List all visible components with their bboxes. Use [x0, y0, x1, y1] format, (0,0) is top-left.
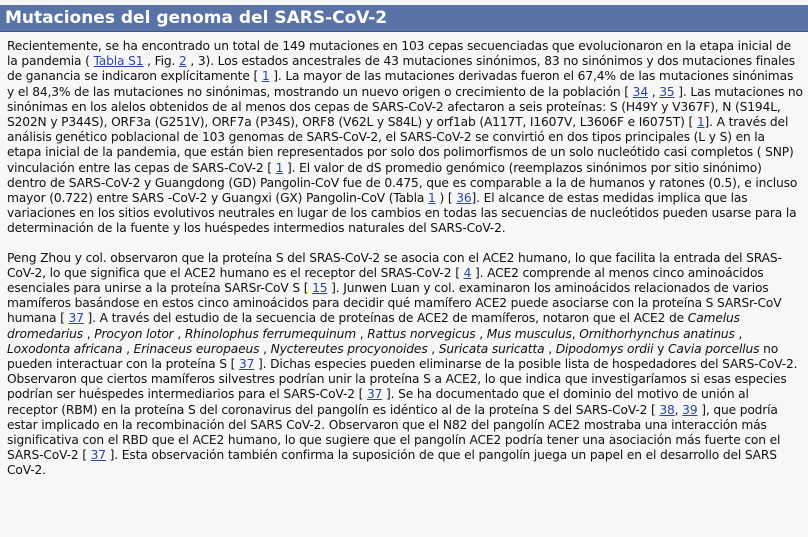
citation-link[interactable]: 37 — [68, 311, 84, 326]
text: Peng Zhou y col. observaron que la proteína S del SRAS-CoV-2 se asocia con el ACE2 humano, lo que facilita la entrada del SRAS-CoV-2, lo que significa que el ACE2 humano es el receptor del SRAS-CoV-2 [ — [7, 250, 782, 280]
text: , 3). Los estados ancestrales de 43 mutaciones sinónimos, 83 no sinónimos y dos mutaciones finales de ganancia se indicaron explícitamente [ — [7, 54, 795, 84]
citation-link[interactable]: 4 — [463, 265, 472, 280]
citation-link[interactable]: 37 — [90, 448, 106, 463]
citation-link[interactable]: 34 — [632, 84, 648, 99]
species-name: Procyon lotor — [94, 326, 174, 341]
citation-link[interactable]: 35 — [659, 84, 675, 99]
article-body — [7, 39, 803, 493]
citation-link[interactable]: 1 — [261, 69, 270, 84]
link-table-1[interactable]: 1 — [428, 191, 436, 206]
text: , — [427, 341, 439, 356]
text: ]. A través del estudio de la secuencia de proteínas de ACE2 de mamíferos, notaron que el ACE2 de — [83, 311, 688, 326]
text: ]. El alcance de estas medidas implica que las variaciones en los sitios evolutivos neutrales en lugar de los cambios en todas las secuencias de nucleótidos pueden usarse para la determinación de la fuente y los huéspedes intermedios naturales del SARS-CoV-2. — [7, 191, 797, 236]
section-header — [0, 5, 808, 32]
text: ]. Junwen Luan y col. examinaron los aminoácidos relacionados de varios mamíferos basándose en estos cinco aminoácidos para decidir qué mamífero ACE2 puede asociarse con la proteína S SARSr-CoV humana [ — [7, 281, 782, 326]
text: , — [356, 326, 368, 341]
species-name: Ornithorhynchus anatinus — [579, 326, 735, 341]
text: , — [173, 326, 185, 341]
text: no pueden interactuar con la proteína S [ — [7, 341, 779, 372]
species-name: Camelus dromedarius — [7, 311, 740, 341]
text: ]. Dichas especies pueden eliminarse de la posible lista de hospedadores del SARS-CoV-2. Observaron que ciertos mamíferos silvestres podrían unir la proteína S a ACE2, lo que indica que investigaríamos si esas especies podrían ser huéspedes intermediarios para el SARS-CoV-2 [ — [7, 357, 798, 402]
link-fig-2[interactable]: 2 — [179, 54, 187, 69]
citation-link[interactable]: 1 — [696, 115, 705, 130]
text: ]. A través del análisis genético poblacional de 103 genomas de SARS-CoV-2, el SARS-CoV-2 se convirtió en dos tipos principales (L y S) en la etapa inicial de la pandemia, que están bien representados por solo dos polimorfismos de un solo nucleótido casi completos ( SNP) vinculación entre las cepas de SARS-CoV-2 [ — [7, 115, 794, 175]
text: , — [544, 341, 556, 356]
paragraph-2 — [7, 251, 803, 479]
species-name: Rhinolophus ferrumequinum — [184, 326, 357, 341]
text: , — [674, 402, 683, 417]
text: ]. Se ha documentado que el dominio del motivo de unión al receptor (RBM) en la proteína S del coronavirus del pangolín es idéntico al de la proteína S del SARS-CoV-2 [ — [7, 387, 749, 417]
text: , Fig. — [143, 54, 180, 69]
text: ]. Las mutaciones no sinónimas en los alelos obtenidos de al menos dos cepas de SARS-CoV-2 afectaron a seis proteínas: S (H49Y y V367F), N (S194L, S202N y P344S), ORF3a (G251V), ORF7a (P34S), ORF8 (V62L y S84L) y orf1ab (A117T, I1607V, L3606F e I6075T) [ — [7, 84, 803, 130]
text: , — [83, 326, 95, 341]
text: ], que podría estar implicado en la recombinación del SARS CoV-2. Observaron que el N82 del pangolín ACE2 mostraba una interacción más significativa con el RBD que el ACE2 humano, lo que sugiere que el pangolín ACE2 podría tener una asociación más fuerte con el SARS-CoV-2 [ — [7, 402, 781, 463]
species-name: Loxodonta africana — [7, 341, 123, 356]
paragraph-1 — [7, 39, 803, 237]
text: , — [475, 326, 487, 341]
citation-link[interactable]: 15 — [312, 281, 328, 296]
text: ]. La mayor de las mutaciones derivadas fueron el 67,4% de las mutaciones sinónimas y el 84,3% de las mutaciones no sinónimas, mostrando un nuevo origen o crecimiento de la población [ — [7, 69, 794, 99]
text: , — [734, 326, 743, 341]
text: , — [647, 84, 660, 99]
species-name: Mus musculus — [486, 326, 572, 341]
citation-link[interactable]: 37 — [238, 357, 255, 372]
species-name: Erinaceus europaeus — [133, 341, 260, 356]
citation-link[interactable]: 1 — [275, 160, 284, 175]
species-name: Cavia porcellus — [667, 341, 760, 356]
text: ]. Esta observación también confirma la suposición de que el pangolín juega un papel en el desarrollo del SARS CoV-2. — [7, 448, 777, 478]
citation-link[interactable]: 39 — [682, 402, 698, 417]
section-title: Mutaciones del genoma del SARS-CoV-2 — [5, 8, 388, 28]
text: y — [653, 341, 668, 356]
link-table-s1[interactable]: Tabla S1 — [93, 54, 144, 69]
text: ]. El valor de dS promedio genómico (reemplazos sinónimos por sitio sinónimo) dentro de SARS-CoV-2 y Guangdong (GD) Pangolin-CoV fue de 0.475, que es comparable a la de humanos y ratones (0.5), e incluso mayor (0.722) entre SARS -CoV-2 y Guangxi (GX) Pangolin-CoV (Tabla — [7, 160, 798, 206]
text: Recientemente, se ha encontrado un total de 149 mutaciones en 103 cepas secuenciadas que evolucionaron en la etapa inicial de la pandemia ( — [7, 39, 792, 69]
species-name: Suricata suricatta — [438, 341, 545, 356]
text: ]. ACE2 comprende al menos cinco aminoácidos esenciales para unirse a la proteína SARSr-CoV S [ — [7, 265, 764, 296]
species-name: Dipodomys ordii — [555, 341, 654, 356]
text: , — [571, 326, 580, 341]
species-name: Rattus norvegicus — [367, 326, 476, 341]
text: , — [122, 341, 134, 356]
text: ) [ — [435, 191, 457, 206]
citation-link[interactable]: 37 — [366, 387, 383, 402]
citation-link[interactable]: 36 — [456, 191, 472, 206]
citation-link[interactable]: 38 — [659, 402, 675, 417]
text: , — [259, 341, 271, 356]
species-name: Nyctereutes procyonoides — [270, 341, 428, 356]
